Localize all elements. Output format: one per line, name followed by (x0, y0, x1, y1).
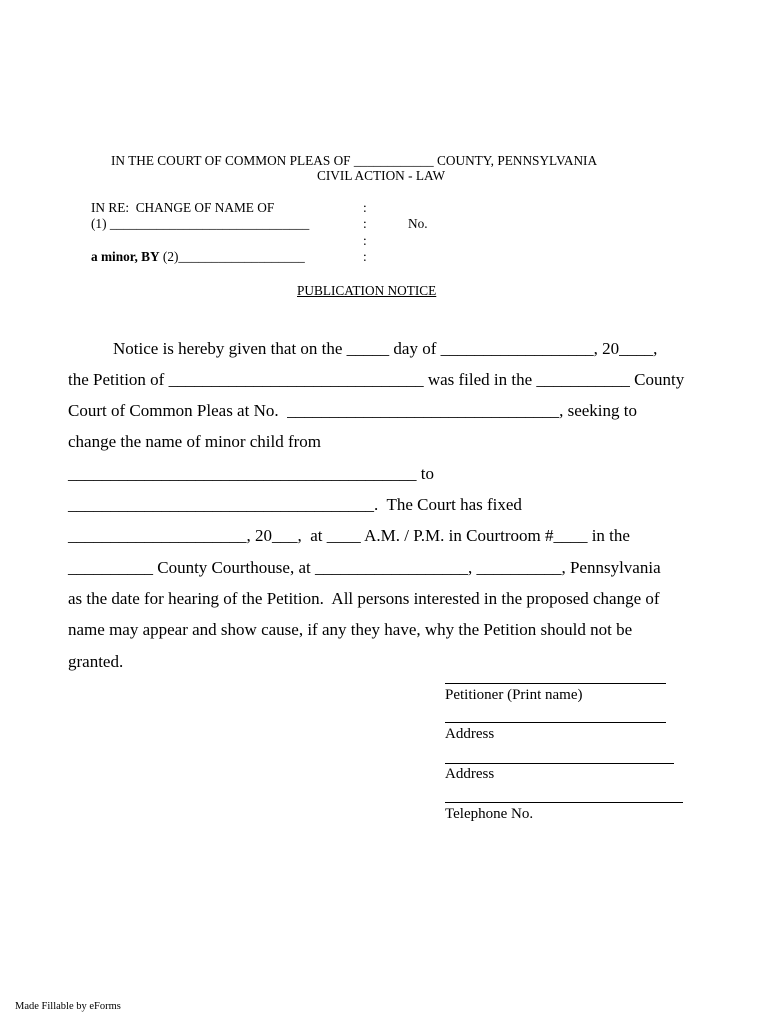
body-line-10: name may appear and show cause, if any they have, why the Petition should not be (68, 620, 633, 639)
colon-separator-3: : (363, 233, 367, 248)
petitioner-label: Petitioner (Print name) (445, 687, 583, 703)
body-line-2[interactable]: the Petition of ______________________________ was filed in the ___________ County (68, 370, 685, 389)
address1-line[interactable] (445, 722, 666, 723)
body-line-9: as the date for hearing of the Petition. All persons interested in the proposed change of (68, 589, 660, 608)
court-heading-prefix: IN THE COURT OF COMMON PLEAS OF (111, 153, 354, 168)
body-line-5[interactable]: _________________________________________ to (68, 464, 434, 483)
minor-by-label: a minor, BY (91, 249, 160, 264)
court-heading-suffix: COUNTY, PENNSYLVANIA (433, 153, 598, 168)
body-line-3[interactable]: Court of Common Pleas at No. ________________________________, seeking to (68, 401, 638, 420)
telephone-label: Telephone No. (445, 806, 534, 822)
body-line-6[interactable]: ____________________________________. The Court has fixed (68, 495, 522, 514)
address1-label: Address (445, 726, 495, 742)
colon-separator-4: : (363, 249, 367, 264)
body-line-7[interactable]: _____________________, 20___, at ____ A.M. / P.M. in Courtroom #____ in the (68, 526, 630, 545)
telephone-line[interactable] (445, 802, 683, 803)
petitioner-signature-line[interactable] (445, 683, 666, 684)
court-heading (111, 154, 597, 167)
parent-line (91, 250, 305, 263)
in-re-label: IN RE: CHANGE OF NAME OF (91, 200, 275, 215)
colon-separator-2: : (363, 216, 367, 231)
body-line-11: granted. (68, 652, 124, 671)
parent-name-field[interactable]: (2)___________________ (159, 249, 305, 264)
minor-name-field[interactable]: (1) ______________________________ (91, 216, 310, 231)
body-line-1[interactable]: Notice is hereby given that on the _____ day of __________________, 20____, (113, 339, 658, 358)
body-line-4: change the name of minor child from (68, 432, 322, 451)
colon-separator-1: : (363, 200, 367, 215)
division-heading: CIVIL ACTION - LAW (317, 168, 446, 183)
notice-title: PUBLICATION NOTICE (297, 283, 437, 298)
footer-credit: Made Fillable by eForms (15, 1001, 121, 1012)
address2-line[interactable] (445, 763, 674, 764)
case-number-label: No. (408, 216, 428, 231)
body-line-8[interactable]: __________ County Courthouse, at __________________, __________, Pennsylvania (68, 558, 661, 577)
address2-label: Address (445, 766, 495, 782)
county-blank[interactable]: ____________ (353, 153, 434, 168)
